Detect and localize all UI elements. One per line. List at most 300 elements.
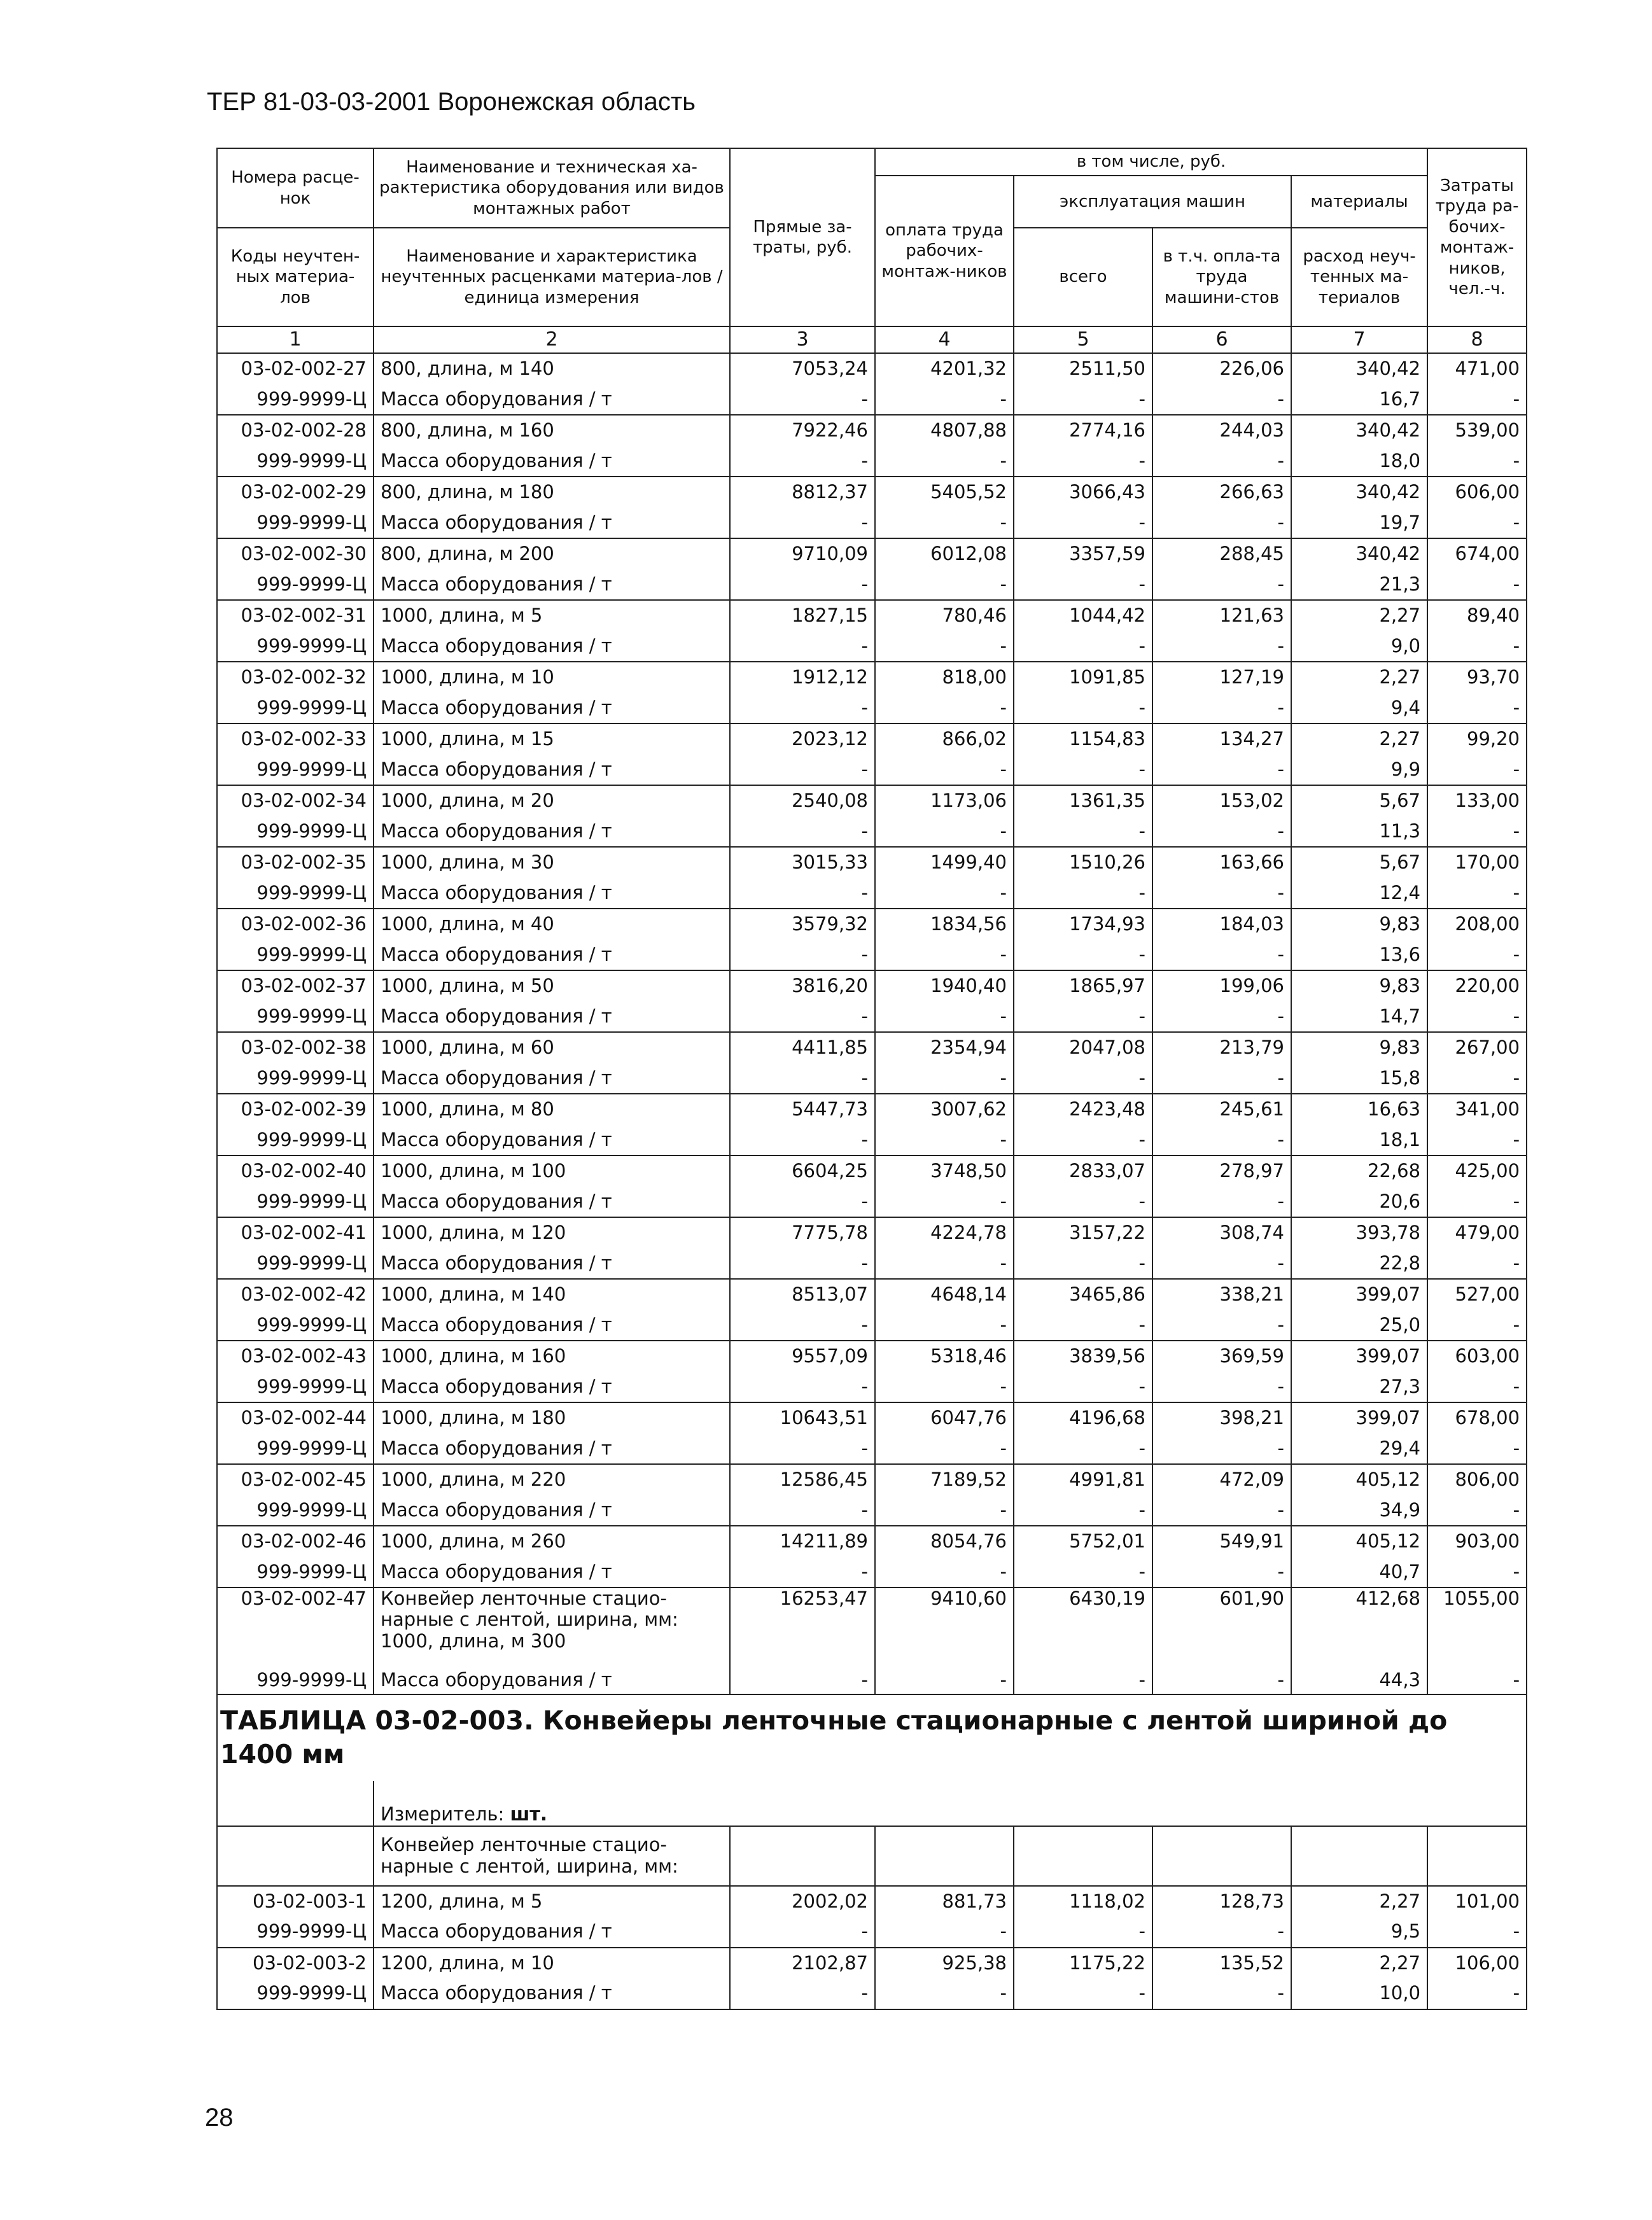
item-name: 1000, длина, м 5 bbox=[374, 600, 730, 631]
rate-code: 999-9999-Ц bbox=[217, 693, 374, 724]
material-consumption: 22,8 bbox=[1291, 1248, 1427, 1280]
rate-code: 999-9999-Ц bbox=[217, 755, 374, 786]
measure-line bbox=[374, 1781, 1527, 1826]
item-name: Масса оборудования / т bbox=[374, 508, 730, 539]
table-row bbox=[217, 353, 1527, 384]
direct-costs: 4411,85 bbox=[730, 1032, 875, 1063]
machines-total: - bbox=[1014, 1125, 1152, 1156]
item-name: Масса оборудования / т bbox=[374, 816, 730, 848]
table-header bbox=[217, 148, 1527, 353]
direct-costs: 6604,25 bbox=[730, 1155, 875, 1187]
column-number: 4 bbox=[875, 326, 1014, 353]
material-consumption: 2,27 bbox=[1291, 1948, 1427, 1979]
worker-pay: - bbox=[875, 1187, 1014, 1218]
machines-total: 6430,19 bbox=[1014, 1588, 1152, 1666]
machinist-pay: - bbox=[1152, 384, 1291, 415]
machinist-pay: - bbox=[1152, 1063, 1291, 1094]
machines-total: 4196,68 bbox=[1014, 1402, 1152, 1434]
direct-costs: 2023,12 bbox=[730, 723, 875, 755]
machinist-pay: 278,97 bbox=[1152, 1155, 1291, 1187]
worker-pay: - bbox=[875, 1557, 1014, 1588]
worker-pay: - bbox=[875, 1495, 1014, 1526]
direct-costs: - bbox=[730, 1125, 875, 1156]
direct-costs: - bbox=[730, 1063, 875, 1094]
item-name: Масса оборудования / т bbox=[374, 1916, 730, 1948]
labor-hours: - bbox=[1427, 446, 1527, 477]
worker-pay: - bbox=[875, 508, 1014, 539]
machines-total: - bbox=[1014, 569, 1152, 601]
rate-code: 03-02-002-43 bbox=[217, 1341, 374, 1372]
rate-code: 03-02-002-42 bbox=[217, 1279, 374, 1310]
direct-costs: - bbox=[730, 816, 875, 848]
table-row bbox=[217, 1032, 1527, 1063]
worker-pay: 780,46 bbox=[875, 600, 1014, 631]
labor-hours: - bbox=[1427, 1187, 1527, 1218]
worker-pay: - bbox=[875, 1002, 1014, 1033]
column-number: 5 bbox=[1014, 326, 1152, 353]
rate-code: 999-9999-Ц bbox=[217, 508, 374, 539]
machines-total: - bbox=[1014, 1310, 1152, 1341]
item-name: 800, длина, м 180 bbox=[374, 477, 730, 508]
item-name: 1200, длина, м 10 bbox=[374, 1948, 730, 1979]
direct-costs: - bbox=[730, 1666, 875, 1694]
machines-total: 5752,01 bbox=[1014, 1526, 1152, 1557]
worker-pay: - bbox=[875, 1978, 1014, 2009]
material-consumption: 399,07 bbox=[1291, 1279, 1427, 1310]
direct-costs: 14211,89 bbox=[730, 1526, 875, 1557]
item-name: 1000, длина, м 220 bbox=[374, 1464, 730, 1495]
column-number: 3 bbox=[730, 326, 875, 353]
labor-hours: 341,00 bbox=[1427, 1094, 1527, 1125]
direct-costs: 7053,24 bbox=[730, 353, 875, 384]
machinist-pay: - bbox=[1152, 1248, 1291, 1280]
direct-costs: - bbox=[730, 693, 875, 724]
rate-code: 03-02-002-44 bbox=[217, 1402, 374, 1434]
machinist-pay: - bbox=[1152, 940, 1291, 971]
material-consumption: 340,42 bbox=[1291, 415, 1427, 446]
worker-pay: - bbox=[875, 446, 1014, 477]
material-consumption: 9,4 bbox=[1291, 693, 1427, 724]
item-name: 1000, длина, м 100 bbox=[374, 1155, 730, 1187]
machines-total: - bbox=[1014, 1248, 1152, 1280]
machines-total: - bbox=[1014, 1434, 1152, 1465]
table-row bbox=[217, 508, 1527, 539]
worker-pay: 881,73 bbox=[875, 1886, 1014, 1917]
labor-hours: 99,20 bbox=[1427, 723, 1527, 755]
rate-code: 03-02-002-31 bbox=[217, 600, 374, 631]
direct-costs: 1912,12 bbox=[730, 662, 875, 693]
table-row bbox=[217, 1063, 1527, 1094]
direct-costs: 3579,32 bbox=[730, 909, 875, 940]
direct-costs: - bbox=[730, 508, 875, 539]
direct-costs: 2002,02 bbox=[730, 1886, 875, 1917]
column-number: 7 bbox=[1291, 326, 1427, 353]
machines-total: - bbox=[1014, 631, 1152, 662]
machinist-pay: - bbox=[1152, 693, 1291, 724]
rate-code: 03-02-002-38 bbox=[217, 1032, 374, 1063]
machinist-pay: 549,91 bbox=[1152, 1526, 1291, 1557]
rate-code: 03-02-003-2 bbox=[217, 1948, 374, 1979]
item-name: Масса оборудования / т bbox=[374, 1434, 730, 1465]
labor-hours: - bbox=[1427, 1666, 1527, 1694]
worker-pay: - bbox=[875, 1434, 1014, 1465]
labor-hours: - bbox=[1427, 1248, 1527, 1280]
machines-total: 1734,93 bbox=[1014, 909, 1152, 940]
rate-code: 03-02-002-37 bbox=[217, 970, 374, 1002]
labor-hours: - bbox=[1427, 1372, 1527, 1403]
table-row bbox=[217, 538, 1527, 569]
machinist-pay: - bbox=[1152, 755, 1291, 786]
worker-pay: - bbox=[875, 631, 1014, 662]
worker-pay: 3748,50 bbox=[875, 1155, 1014, 1187]
machines-total: - bbox=[1014, 816, 1152, 848]
table-row bbox=[217, 816, 1527, 848]
labor-hours: 539,00 bbox=[1427, 415, 1527, 446]
rate-code: 999-9999-Ц bbox=[217, 384, 374, 415]
table-row bbox=[217, 785, 1527, 816]
material-consumption: 340,42 bbox=[1291, 477, 1427, 508]
direct-costs: 3816,20 bbox=[730, 970, 875, 1002]
table-body-03-02-002 bbox=[217, 353, 1527, 1694]
material-consumption: 18,1 bbox=[1291, 1125, 1427, 1156]
direct-costs: - bbox=[730, 1310, 875, 1341]
material-consumption: 9,5 bbox=[1291, 1916, 1427, 1948]
item-name: 1000, длина, м 140 bbox=[374, 1279, 730, 1310]
labor-hours: 678,00 bbox=[1427, 1402, 1527, 1434]
machinist-pay: - bbox=[1152, 1978, 1291, 2009]
machines-total: 3357,59 bbox=[1014, 538, 1152, 569]
machines-total: 1510,26 bbox=[1014, 847, 1152, 878]
machinist-pay: 121,63 bbox=[1152, 600, 1291, 631]
labor-hours: 903,00 bbox=[1427, 1526, 1527, 1557]
worker-pay: - bbox=[875, 878, 1014, 909]
direct-costs: - bbox=[730, 1557, 875, 1588]
material-consumption: 19,7 bbox=[1291, 508, 1427, 539]
material-consumption: 16,63 bbox=[1291, 1094, 1427, 1125]
machines-total: 1154,83 bbox=[1014, 723, 1152, 755]
item-name: 1200, длина, м 5 bbox=[374, 1886, 730, 1917]
rate-code: 999-9999-Ц bbox=[217, 1978, 374, 2009]
direct-costs: 12586,45 bbox=[730, 1464, 875, 1495]
machinist-pay: 244,03 bbox=[1152, 415, 1291, 446]
machines-total: - bbox=[1014, 446, 1152, 477]
worker-pay: - bbox=[875, 755, 1014, 786]
labor-hours: 606,00 bbox=[1427, 477, 1527, 508]
item-name: 1000, длина, м 30 bbox=[374, 847, 730, 878]
material-consumption: 399,07 bbox=[1291, 1341, 1427, 1372]
table-row bbox=[217, 1187, 1527, 1218]
worker-pay: - bbox=[875, 1666, 1014, 1694]
rate-code: 999-9999-Ц bbox=[217, 1666, 374, 1694]
table-body-03-02-003 bbox=[217, 1886, 1527, 2009]
machines-total: 1091,85 bbox=[1014, 662, 1152, 693]
table-row bbox=[217, 1948, 1527, 1979]
material-consumption: 5,67 bbox=[1291, 847, 1427, 878]
table-row bbox=[217, 415, 1527, 446]
page-header: ТЕР 81-03-03-2001 Воронежская область bbox=[207, 88, 696, 116]
material-consumption: 405,12 bbox=[1291, 1526, 1427, 1557]
item-name: Масса оборудования / т bbox=[374, 1002, 730, 1033]
worker-pay: 866,02 bbox=[875, 723, 1014, 755]
material-consumption: 18,0 bbox=[1291, 446, 1427, 477]
machines-total: - bbox=[1014, 384, 1152, 415]
rate-code: 03-02-002-32 bbox=[217, 662, 374, 693]
machinist-pay: - bbox=[1152, 1372, 1291, 1403]
material-consumption: 21,3 bbox=[1291, 569, 1427, 601]
item-name: Масса оборудования / т bbox=[374, 1310, 730, 1341]
material-consumption: 29,4 bbox=[1291, 1434, 1427, 1465]
machines-total: 1865,97 bbox=[1014, 970, 1152, 1002]
machines-total: - bbox=[1014, 940, 1152, 971]
item-name: Масса оборудования / т bbox=[374, 446, 730, 477]
labor-hours: - bbox=[1427, 569, 1527, 601]
labor-hours: 101,00 bbox=[1427, 1886, 1527, 1917]
table-row bbox=[217, 1402, 1527, 1434]
item-name: Масса оборудования / т bbox=[374, 1125, 730, 1156]
direct-costs: - bbox=[730, 1187, 875, 1218]
header-materials: материалы bbox=[1291, 176, 1427, 228]
worker-pay: 5318,46 bbox=[875, 1341, 1014, 1372]
direct-costs: 10643,51 bbox=[730, 1402, 875, 1434]
table-row bbox=[217, 631, 1527, 662]
machines-total: - bbox=[1014, 1557, 1152, 1588]
rate-code: 999-9999-Ц bbox=[217, 1125, 374, 1156]
page-number: 28 bbox=[205, 2104, 234, 2132]
item-name: Масса оборудования / т bbox=[374, 1666, 730, 1694]
machines-total: - bbox=[1014, 1978, 1152, 2009]
machines-total: 2047,08 bbox=[1014, 1032, 1152, 1063]
table-row bbox=[217, 1526, 1527, 1557]
material-consumption: 15,8 bbox=[1291, 1063, 1427, 1094]
worker-pay: - bbox=[875, 1125, 1014, 1156]
item-name: 1000, длина, м 80 bbox=[374, 1094, 730, 1125]
header-machine-operation: эксплуатация машин bbox=[1014, 176, 1291, 228]
header-material-consumption: расход неуч-тенных ма-териалов bbox=[1291, 228, 1427, 326]
header-machines-total: всего bbox=[1014, 228, 1152, 326]
machinist-pay: - bbox=[1152, 508, 1291, 539]
table-row bbox=[217, 477, 1527, 508]
machinist-pay: - bbox=[1152, 1002, 1291, 1033]
worker-pay: 4224,78 bbox=[875, 1217, 1014, 1248]
machinist-pay: - bbox=[1152, 631, 1291, 662]
labor-hours: - bbox=[1427, 940, 1527, 971]
table-row bbox=[217, 1094, 1527, 1125]
direct-costs: - bbox=[730, 631, 875, 662]
direct-costs: - bbox=[730, 1434, 875, 1465]
labor-hours: - bbox=[1427, 1310, 1527, 1341]
rate-code: 03-02-002-40 bbox=[217, 1155, 374, 1187]
header-equipment-name: Наименование и техническая ха-рактеристика оборудования или видов монтажных работ bbox=[374, 148, 730, 228]
machines-total: 1118,02 bbox=[1014, 1886, 1152, 1917]
item-name: Масса оборудования / т bbox=[374, 1557, 730, 1588]
direct-costs: 7775,78 bbox=[730, 1217, 875, 1248]
material-consumption: 2,27 bbox=[1291, 662, 1427, 693]
item-name: 1000, длина, м 120 bbox=[374, 1217, 730, 1248]
rate-code: 03-02-002-33 bbox=[217, 723, 374, 755]
worker-pay: - bbox=[875, 1372, 1014, 1403]
item-name: Масса оборудования / т bbox=[374, 1187, 730, 1218]
worker-pay: 8054,76 bbox=[875, 1526, 1014, 1557]
rate-code: 999-9999-Ц bbox=[217, 1434, 374, 1465]
labor-hours: - bbox=[1427, 631, 1527, 662]
rate-code: 999-9999-Ц bbox=[217, 1187, 374, 1218]
rates-table bbox=[216, 148, 1527, 2010]
worker-pay: 5405,52 bbox=[875, 477, 1014, 508]
worker-pay: 6012,08 bbox=[875, 538, 1014, 569]
labor-hours: 479,00 bbox=[1427, 1217, 1527, 1248]
machinist-pay: - bbox=[1152, 816, 1291, 848]
labor-hours: 133,00 bbox=[1427, 785, 1527, 816]
machinist-pay: - bbox=[1152, 1187, 1291, 1218]
table-row bbox=[217, 1434, 1527, 1465]
direct-costs: 2102,87 bbox=[730, 1948, 875, 1979]
rate-code: 03-02-002-27 bbox=[217, 353, 374, 384]
machines-total: - bbox=[1014, 755, 1152, 786]
item-name: 1000, длина, м 20 bbox=[374, 785, 730, 816]
item-name: 1000, длина, м 40 bbox=[374, 909, 730, 940]
worker-pay: 4201,32 bbox=[875, 353, 1014, 384]
material-consumption: 5,67 bbox=[1291, 785, 1427, 816]
table-row bbox=[217, 847, 1527, 878]
header-including: в том числе, руб. bbox=[875, 148, 1427, 176]
direct-costs: - bbox=[730, 755, 875, 786]
machines-total: - bbox=[1014, 508, 1152, 539]
table-row bbox=[217, 1248, 1527, 1280]
machinist-pay: 163,66 bbox=[1152, 847, 1291, 878]
header-material-names: Наименование и характеристика неучтенных расценками материа-лов / единица измерения bbox=[374, 228, 730, 326]
machinist-pay: 288,45 bbox=[1152, 538, 1291, 569]
direct-costs: - bbox=[730, 446, 875, 477]
column-number: 1 bbox=[217, 326, 374, 353]
worker-pay: 4807,88 bbox=[875, 415, 1014, 446]
material-consumption: 13,6 bbox=[1291, 940, 1427, 971]
material-consumption: 20,6 bbox=[1291, 1187, 1427, 1218]
labor-hours: 89,40 bbox=[1427, 600, 1527, 631]
machines-total: 4991,81 bbox=[1014, 1464, 1152, 1495]
labor-hours: - bbox=[1427, 755, 1527, 786]
column-numbers-row bbox=[217, 326, 1527, 353]
labor-hours: - bbox=[1427, 1063, 1527, 1094]
header-material-codes: Коды неучтен-ных материа-лов bbox=[217, 228, 374, 326]
column-number: 8 bbox=[1427, 326, 1527, 353]
worker-pay: 1499,40 bbox=[875, 847, 1014, 878]
header-machinist-pay: в т.ч. опла-та труда машини-стов bbox=[1152, 228, 1291, 326]
labor-hours: 267,00 bbox=[1427, 1032, 1527, 1063]
material-consumption: 2,27 bbox=[1291, 600, 1427, 631]
rate-code: 999-9999-Ц bbox=[217, 878, 374, 909]
rate-code: 999-9999-Ц bbox=[217, 1495, 374, 1526]
table-row bbox=[217, 662, 1527, 693]
machinist-pay: - bbox=[1152, 1666, 1291, 1694]
machines-total: 3066,43 bbox=[1014, 477, 1152, 508]
machinist-pay: 134,27 bbox=[1152, 723, 1291, 755]
labor-hours: 806,00 bbox=[1427, 1464, 1527, 1495]
material-consumption: 27,3 bbox=[1291, 1372, 1427, 1403]
rate-code: 03-02-002-36 bbox=[217, 909, 374, 940]
machinist-pay: - bbox=[1152, 446, 1291, 477]
item-name: Масса оборудования / т bbox=[374, 878, 730, 909]
table-row bbox=[217, 909, 1527, 940]
table-row bbox=[217, 970, 1527, 1002]
item-name: 800, длина, м 160 bbox=[374, 415, 730, 446]
machinist-pay: - bbox=[1152, 1310, 1291, 1341]
machinist-pay: 199,06 bbox=[1152, 970, 1291, 1002]
material-consumption: 9,9 bbox=[1291, 755, 1427, 786]
machinist-pay: 266,63 bbox=[1152, 477, 1291, 508]
machines-total: 2423,48 bbox=[1014, 1094, 1152, 1125]
machines-total: - bbox=[1014, 1372, 1152, 1403]
labor-hours: - bbox=[1427, 1978, 1527, 2009]
material-consumption: 44,3 bbox=[1291, 1666, 1427, 1694]
table-row bbox=[217, 755, 1527, 786]
material-consumption: 340,42 bbox=[1291, 538, 1427, 569]
rate-code: 03-02-002-47 bbox=[217, 1588, 374, 1666]
item-name: Масса оборудования / т bbox=[374, 631, 730, 662]
rate-code: 999-9999-Ц bbox=[217, 1248, 374, 1280]
machines-total: 2774,16 bbox=[1014, 415, 1152, 446]
direct-costs: - bbox=[730, 1002, 875, 1033]
rate-code: 999-9999-Ц bbox=[217, 569, 374, 601]
machines-total: - bbox=[1014, 1666, 1152, 1694]
rate-code: 999-9999-Ц bbox=[217, 1372, 374, 1403]
worker-pay: 3007,62 bbox=[875, 1094, 1014, 1125]
material-consumption: 9,83 bbox=[1291, 970, 1427, 1002]
direct-costs: 5447,73 bbox=[730, 1094, 875, 1125]
rate-code: 999-9999-Ц bbox=[217, 1002, 374, 1033]
item-name: 1000, длина, м 180 bbox=[374, 1402, 730, 1434]
material-consumption: 9,83 bbox=[1291, 909, 1427, 940]
labor-hours: 93,70 bbox=[1427, 662, 1527, 693]
labor-hours: - bbox=[1427, 1916, 1527, 1948]
machines-total: 2833,07 bbox=[1014, 1155, 1152, 1187]
direct-costs: - bbox=[730, 878, 875, 909]
worker-pay: 1834,56 bbox=[875, 909, 1014, 940]
machines-total: 2511,50 bbox=[1014, 353, 1152, 384]
material-consumption: 25,0 bbox=[1291, 1310, 1427, 1341]
rate-code: 03-02-002-28 bbox=[217, 415, 374, 446]
table-row bbox=[217, 878, 1527, 909]
direct-costs: - bbox=[730, 1495, 875, 1526]
material-consumption: 22,68 bbox=[1291, 1155, 1427, 1187]
table-row bbox=[217, 1916, 1527, 1948]
worker-pay: - bbox=[875, 1310, 1014, 1341]
direct-costs: 3015,33 bbox=[730, 847, 875, 878]
worker-pay: - bbox=[875, 1063, 1014, 1094]
worker-pay: 2354,94 bbox=[875, 1032, 1014, 1063]
worker-pay: - bbox=[875, 940, 1014, 971]
machinist-pay: 213,79 bbox=[1152, 1032, 1291, 1063]
material-consumption: 2,27 bbox=[1291, 1886, 1427, 1917]
rate-code: 03-02-003-1 bbox=[217, 1886, 374, 1917]
material-consumption: 340,42 bbox=[1291, 353, 1427, 384]
machinist-pay: 369,59 bbox=[1152, 1341, 1291, 1372]
direct-costs: 2540,08 bbox=[730, 785, 875, 816]
machinist-pay: - bbox=[1152, 1125, 1291, 1156]
direct-costs: - bbox=[730, 569, 875, 601]
material-consumption: 399,07 bbox=[1291, 1402, 1427, 1434]
machinist-pay: 153,02 bbox=[1152, 785, 1291, 816]
worker-pay: 925,38 bbox=[875, 1948, 1014, 1979]
item-name: Масса оборудования / т bbox=[374, 1063, 730, 1094]
item-name: Масса оборудования / т bbox=[374, 693, 730, 724]
machinist-pay: 226,06 bbox=[1152, 353, 1291, 384]
machines-total: 3839,56 bbox=[1014, 1341, 1152, 1372]
labor-hours: - bbox=[1427, 1557, 1527, 1588]
item-name: 1000, длина, м 10 bbox=[374, 662, 730, 693]
machinist-pay: 184,03 bbox=[1152, 909, 1291, 940]
labor-hours: 471,00 bbox=[1427, 353, 1527, 384]
material-consumption: 10,0 bbox=[1291, 1978, 1427, 2009]
